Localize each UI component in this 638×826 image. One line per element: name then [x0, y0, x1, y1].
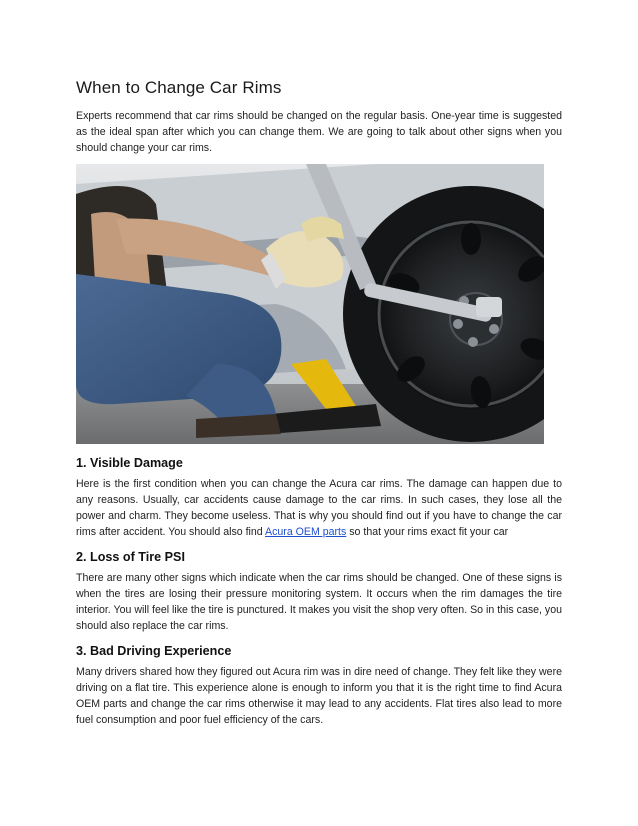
section-paragraph: [76, 476, 562, 540]
section-paragraph: Many drivers shared how they figured out Acura rim was in dire need of change. They felt like they were driving on a flat tire. This experience alone is enough to inform you that it is the right time to find Acura OEM parts and change the car rims otherwise it may lead to any accidents. Flat tires also lead to more fuel consumption and poor fuel efficiency of the cars.: [76, 666, 562, 726]
tire-change-photo: [76, 164, 544, 444]
section-heading: 3. Bad Driving Experience: [76, 644, 232, 658]
acura-oem-parts-link[interactable]: Acura OEM parts: [265, 526, 347, 538]
section-heading: 2. Loss of Tire PSI: [76, 550, 185, 564]
section-bad-driving-experience: [76, 644, 562, 728]
section-paragraph: There are many other signs which indicate when the car rims should be changed. One of these signs is when the tires are losing their pressure monitoring system. It occurs when the rim damages the tire interior. You will feel like the tire is punctured. It makes you visit the shop very often. So in this case, you should also replace the car rims.: [76, 572, 562, 632]
section-loss-of-tire-psi: [76, 550, 562, 634]
section-visible-damage: [76, 456, 562, 540]
document-page: [76, 78, 562, 728]
paragraph-text: so that your rims exact fit your car: [346, 526, 509, 538]
page-title: When to Change Car Rims: [76, 78, 282, 97]
section-heading: 1. Visible Damage: [76, 456, 183, 470]
paragraph-text: Here is the first condition when you can change the Acura car rims. The damage can happen due to any reasons. Usually, car accidents cause damage to the car rims. In such cases, they lose all the power and charm. They become useless. That is why you should find out if you have to change the car rims after accident. You should also find: [76, 478, 562, 538]
intro-paragraph: Experts recommend that car rims should be changed on the regular basis. One-year time is suggested as the ideal span after which you can change them. We are going to talk about other signs when you should change your car rims.: [76, 110, 562, 154]
